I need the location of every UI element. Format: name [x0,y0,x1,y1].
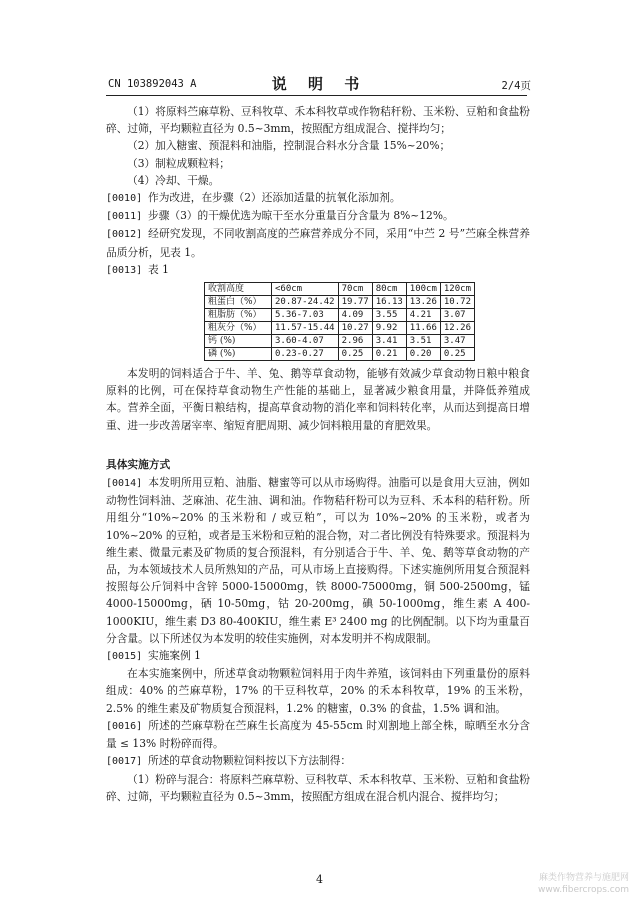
paragraph-number: [0011] [106,211,143,223]
table-cell: 0.21 [372,348,406,361]
paragraph-text: （1）将原料苎麻草粉、豆科牧草、禾本科牧草或作物秸秆粉、玉米粉、豆粕和食盐粉碎、过筛，平均颗粒直径为 0.5~3mm，按照配方组成混合、搅拌均匀； [106,105,530,136]
paragraph-text: 作为改进，在步骤（2）还添加适量的抗氧化添加剂。 [148,191,401,205]
table-cell: 100cm [406,283,440,296]
paragraph-text: 在本实施案例中，所述草食动物颗粒饲料用于肉牛养殖，该饲料由下列重量份的原料组成：40% 的苎麻草粉，17% 的干豆科牧草，20% 的禾本科牧草，19% 的玉米粉，2.5% 的维生素及矿物质复合预混料，1.2% 的糖蜜，0.3% 的食盐，1.5% 调和油。 [106,667,530,715]
paragraph-text: 所述的草食动物颗粒饲料按以下方法制得： [148,754,352,768]
table-row [205,335,475,348]
table-cell: 80cm [372,283,406,296]
table-cell: 3.07 [440,309,474,322]
paragraph-number: [0015] [106,651,143,663]
paragraph-number: [0010] [106,193,143,205]
page-number: 4 [316,873,323,886]
paragraph-text: （1）粉碎与混合：将原料苎麻草粉、豆科牧草、禾本科牧草、玉米粉、豆粕和食盐粉碎、过筛，平均颗粒直径为 0.5~3mm，按照配方组成在混合机内混合、搅拌均匀； [106,772,530,803]
table-cell: 3.55 [372,309,406,322]
paragraph [106,172,530,189]
table-cell: 9.92 [372,322,406,335]
table-cell: 16.13 [372,296,406,309]
table-cell: 收割高度 [205,283,272,296]
header-rule [106,95,527,96]
table-cell: 0.20 [406,348,440,361]
table-cell: 11.57-15.44 [272,322,339,335]
paragraph [106,752,530,770]
paragraph-text: 本发明所用豆粕、油脂、糖蜜等可以从市场购得。油脂可以是食用大豆油，例如动物性饲料油、芝麻油、花生油、调和油。作物秸秆粉可以为豆科、禾本科的秸秆粉。所用组分“10%~20% 的玉米粉和 / 或豆粕”，可以为 10%~20% 的玉米粉，或者为 10%~20% 的豆粕，或者是玉米粉和豆粕的混合物，对二者比例没有特殊要求。预混料为维生素、微量元素及矿物质的复合预混料，有分别适合于牛、羊、兔、鹅等草食动物的产品，为本领域技术人员所熟知的产品，可从市场上直接购得。下述实施例所用复合预混料按照每公斤饲料中含锌 5000-15000mg，铁 8000-75000mg，铜 500-2500mg，锰 4000-15000mg，硒 10-50mg，钴 20-200mg，碘 50-1000mg，维生素 A 400-1000KIU，维生素 D3 80-400KIU，维生素 E³ 2400 mg 的比例配制。以下均为重量百分含量。以下所述仅为本发明的较佳实施例，对本发明并不构成限制。 [106,476,530,645]
table-row [205,309,475,322]
table-row [205,296,475,309]
table-row [205,322,475,335]
paragraph-text: 步骤（3）的干燥优选为晾干至水分重量百分含量为 8%~12%。 [148,209,454,223]
paragraph-number: [0012] [106,229,143,241]
table-cell: 20.87-24.42 [272,296,339,309]
table-cell: 粗脂肪（%） [205,309,272,322]
section-title: 具体实施方式 [106,457,171,471]
paragraph-text: 表 1 [148,262,169,276]
watermark-url: www.fibercrops.com [538,885,629,895]
paragraph [106,155,530,172]
paragraph-number: [0016] [106,720,143,732]
table-cell: 3.60-4.07 [272,335,339,348]
paragraph-text: 实施案例 1 [148,649,201,663]
paragraph [106,647,530,665]
table-cell: 2.96 [338,335,372,348]
paragraph [106,717,530,752]
paragraph-text: 经研究发现，不同收割高度的苎麻营养成分不同，采用“中苎 2 号”苎麻全株营养品质分析，见表 1。 [106,227,530,259]
nutrition-table [204,282,475,361]
table-cell: 0.25 [440,348,474,361]
paragraph-text: （4）冷却、干燥。 [127,173,220,187]
watermark-text: 麻类作物营养与施肥网 [538,873,629,883]
paragraph-number: [0017] [106,756,143,768]
paragraph-text: （3）制粒成颗粒料； [127,156,230,170]
table-cell: 4.21 [406,309,440,322]
table-cell: 70cm [338,283,372,296]
paragraph [106,103,530,137]
paragraph-number: [0014] [106,478,143,490]
table-cell: 磷 (%) [205,348,272,361]
document-body [106,103,530,805]
table-cell: 钙 (%) [205,335,272,348]
paragraph-text: 所述的苎麻草粉在苎麻生长高度为 45-55cm 时刈割地上部全株，晾晒至水分含量 ≤ 13% 时粉碎而得。 [106,718,530,751]
paragraph-text: （2）加入糖蜜、预混料和油脂，控制混合料水分含量 15%~20%； [127,139,451,153]
table-cell: 0.25 [338,348,372,361]
table-cell: 3.51 [406,335,440,348]
table-cell: 5.36-7.03 [272,309,339,322]
paragraph [106,137,530,154]
table-cell: 120cm [440,283,474,296]
header-page-of: 2/4页 [501,80,531,92]
paragraph [106,771,530,805]
header-title: 说 明 书 [271,75,368,93]
table-row [205,348,475,361]
paragraphs-part2 [106,474,530,805]
table-cell: 4.09 [338,309,372,322]
table-cell: 10.72 [440,296,474,309]
table-cell: 粗蛋白（%） [205,296,272,309]
table-cell: 3.41 [372,335,406,348]
paragraphs-part1 [106,103,530,279]
table-cell: <60cm [272,283,339,296]
paragraph [106,474,530,647]
paragraph [106,189,530,207]
paragraph [106,225,530,260]
header-doc-number: CN 103892043 A [108,78,197,90]
table-summary-paragraph: 本发明的饲料适合于牛、羊、兔、鹅等草食动物，能够有效减少草食动物日粮中粮食原料的比例，可在保持草食动物生产性能的基础上，显著减少粮食用量，并降低养殖成本。营养全面，平衡日粮结构，提高草食动物的消化率和饲料转化率，从而达到提高日增重、进一步改善屠宰率、缩短育肥周期、减少饲料粮用量的育肥效果。 [106,367,530,432]
table-cell: 19.77 [338,296,372,309]
table-cell: 10.27 [338,322,372,335]
table-cell: 粗灰分（%） [205,322,272,335]
table-row [205,283,475,296]
table-cell: 12.26 [440,322,474,335]
table-cell: 3.47 [440,335,474,348]
paragraph [106,665,530,717]
table-cell: 11.66 [406,322,440,335]
paragraph-number: [0013] [106,264,143,276]
table-cell: 0.23-0.27 [272,348,339,361]
paragraph [106,261,530,279]
table-cell: 13.26 [406,296,440,309]
paragraph [106,207,530,225]
